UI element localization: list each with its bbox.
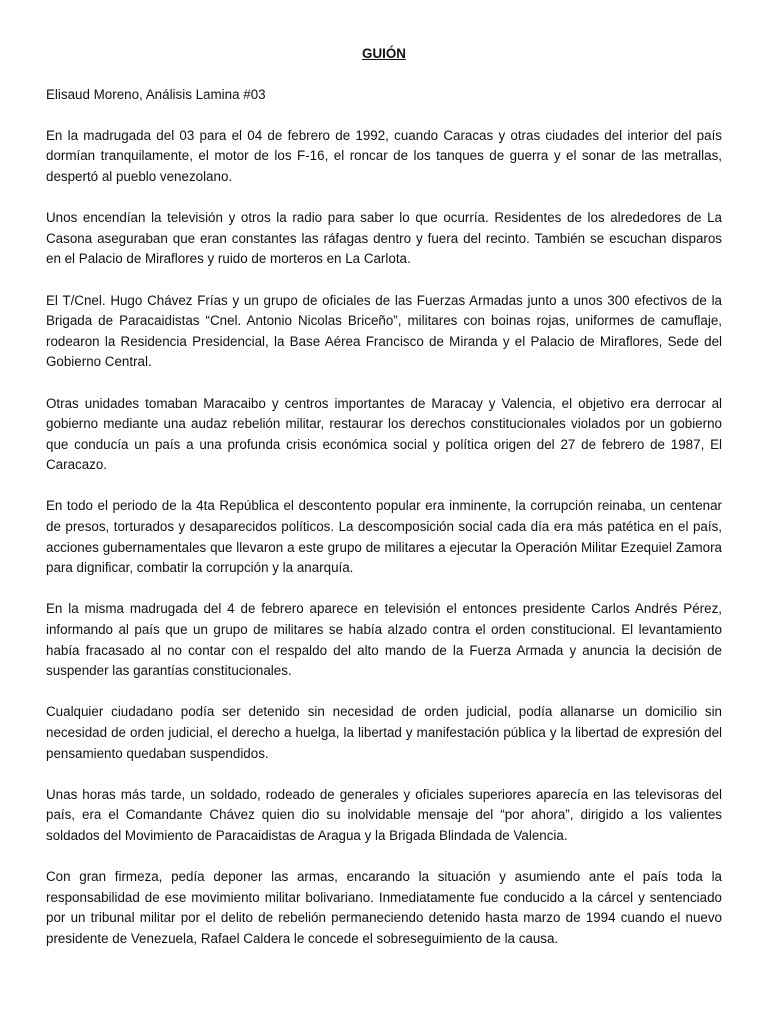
- paragraph-7: Cualquier ciudadano podía ser detenido sin necesidad de orden judicial, podía allanarse un domicilio sin necesidad de orden judicial, el derecho a huelga, la libertad y manifestación pública y la libertad de expresión del pensamiento quedaban suspendidos.: [46, 704, 722, 761]
- paragraph-4: Otras unidades tomaban Maracaibo y centros importantes de Maracay y Valencia, el objetivo era derrocar al gobierno mediante una audaz rebelión militar, restaurar los derechos constitucionales violados por un gobierno que conducía un país a una profunda crisis económica social y política origen del 27 de febrero de 1987, El Caracazo.: [46, 395, 722, 473]
- document-page: [46, 44, 722, 970]
- paragraph-2: Unos encendían la televisión y otros la radio para saber lo que ocurría. Residentes de los alrededores de La Casona aseguraban que eran constantes las ráfagas dentro y fuera del recinto. También se escuchan disparos en el Palacio de Miraflores y ruido de morteros en La Carlota.: [46, 210, 722, 267]
- paragraph-1: En la madrugada del 03 para el 04 de febrero de 1992, cuando Caracas y otras ciudades del interior del país dormían tranquilamente, el motor de los F-16, el roncar de los tanques de guerra y el sonar de las metrallas, despertó al pueblo venezolano.: [46, 127, 722, 184]
- paragraph-5: En todo el periodo de la 4ta República el descontento popular era inminente, la corrupción reinaba, un centenar de presos, torturados y desaparecidos políticos. La descomposición social cada día era más patética en el país, acciones gubernamentales que llevaron a este grupo de militares a ejecutar la Operación Militar Ezequiel Zamora para dignificar, combatir la corrupción y la anarquía.: [46, 498, 722, 576]
- author-line: Elisaud Moreno, Análisis Lamina #03: [46, 86, 266, 102]
- paragraph-6: En la misma madrugada del 4 de febrero aparece en televisión el entonces presidente Carlos Andrés Pérez, informando al país que un grupo de militares se había alzado contra el orden constitucional. El levantamiento había fracasado al no contar con el respaldo del alto mando de la Fuerza Armada y anuncia la decisión de suspender las garantías constitucionales.: [46, 601, 722, 679]
- paragraph-8: Unas horas más tarde, un soldado, rodeado de generales y oficiales superiores aparecía en las televisoras del país, era el Comandante Chávez quien dio su inolvidable mensaje del “por ahora”, dirigido a los valientes soldados del Movimiento de Paracaidistas de Aragua y la Brigada Blindada de Valencia.: [46, 786, 722, 843]
- paragraph-9: Con gran firmeza, pedía deponer las armas, encarando la situación y asumiendo ante el país toda la responsabilidad de ese movimiento militar bolivariano. Inmediatamente fue conducido a la cárcel y sentenciado por un tribunal militar por el delito de rebelión permaneciendo detenido hasta marzo de 1994 cuando el nuevo presidente de Venezuela, Rafael Caldera le concede el sobreseguimiento de la causa.: [46, 869, 722, 946]
- document-title: GUIÓN: [362, 46, 406, 61]
- paragraph-3: El T/Cnel. Hugo Chávez Frías y un grupo de oficiales de las Fuerzas Armadas junto a unos 300 efectivos de la Brigada de Paracaidistas “Cnel. Antonio Nicolas Briceño”, militares con boinas rojas, uniformes de camuflaje, rodearon la Residencia Presidencial, la Base Aérea Francisco de Miranda y el Palacio de Miraflores, Sede del Gobierno Central.: [46, 292, 722, 370]
